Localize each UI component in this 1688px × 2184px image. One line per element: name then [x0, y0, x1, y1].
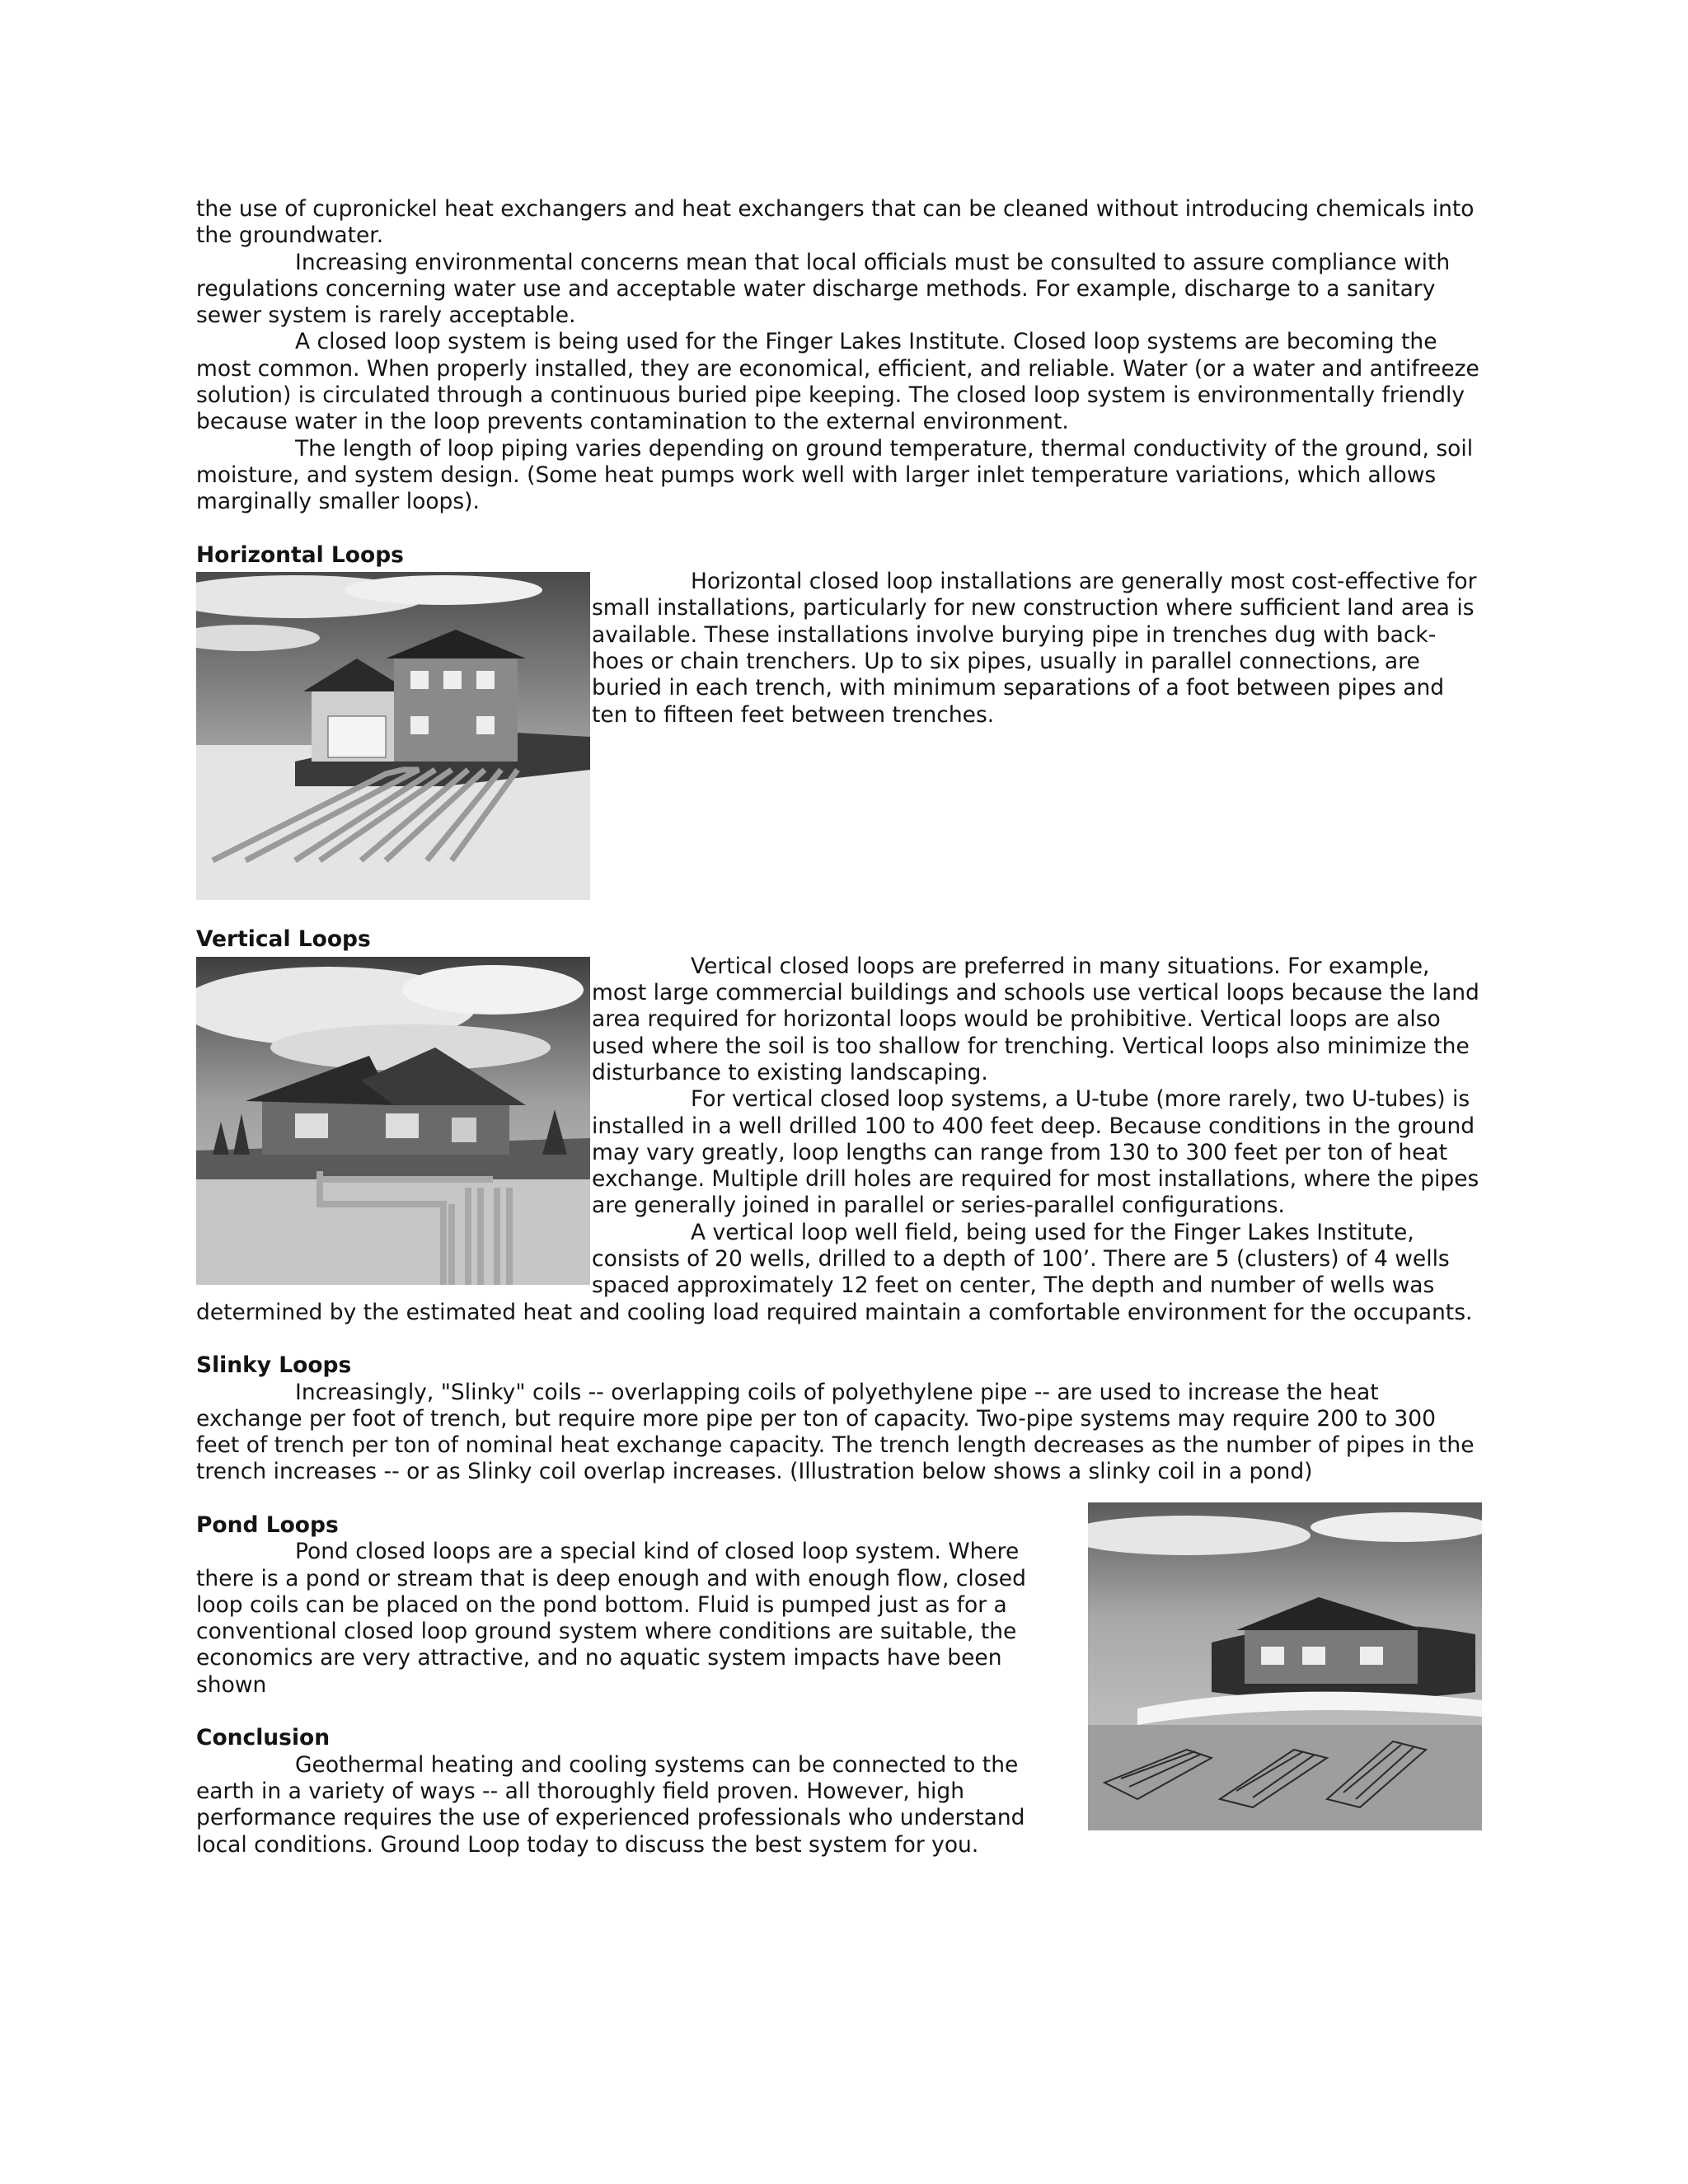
slinky-loops-paragraph: Increasingly, "Slinky" coils -- overlapping coils of polyethylene pipe -- are used to increase the heat exchange per foot of trench, but require more pipe per ton of capacity. Two-pipe systems may require 200 to 300 feet of trench per ton of nominal heat exchange capacity. The trench length decreases as the number of pipes in the trench increases -- or as Slinky coil overlap increases. (Illustration below shows a slinky coil in a pond) — [196, 1379, 1475, 1485]
intro-paragraph-2: Increasing environmental concerns mean that local officials must be consulted to assure compliance with regulations concerning water use and acceptable water discharge methods. For example, discharge to a sanitary sewer system is rarely acceptable. — [196, 249, 1451, 329]
vertical-loops-heading: Vertical Loops — [196, 926, 371, 953]
conclusion-paragraph: Geothermal heating and cooling systems can be connected to the earth in a variety of ways -- all thoroughly field proven. However, high performance requires the use of experienced professionals who understand local conditions. Ground Loop today to discuss the best system for you. — [196, 1751, 1025, 1858]
pond-loops-paragraph: Pond closed loops are a special kind of closed loop system. Where there is a pond or stream that is deep enough and with enough flow, closed loop coils can be placed on the pond bottom. Fluid is pumped just as for a conventional closed loop ground system where conditions are suitable, the economics are very attractive, and no aquatic system impacts have been shown — [196, 1539, 1026, 1698]
vertical-loops-paragraph-2: For vertical closed loop systems, a U-tube (more rarely, two U-tubes) is installed in a well drilled 100 to 400 feet deep. Because conditions in the ground may vary greatly, loop lengths can range from 130 to 300 feet per ton of heat exchange. Multiple drill holes are required for most installations, where the pipes are generally joined in parallel or series-parallel configurations. — [592, 1086, 1479, 1219]
vertical-loops-paragraph-1: Vertical closed loops are preferred in many situations. For example, most large commercial buildings and schools use vertical loops because the land area required for horizontal loops would be prohibitive. Vertical loops are also used where the soil is too shallow for trenching. Vertical loops also minimize the disturbance to existing landscaping. — [592, 953, 1479, 1085]
document-page — [196, 196, 1482, 1858]
intro-paragraph-4: The length of loop piping varies depending on ground temperature, thermal conductivity of the ground, soil moisture, and system design. (Some heat pumps work well with larger inlet temperature variations, which allows marginally smaller loops). — [196, 435, 1474, 515]
horizontal-loop-illustration — [196, 572, 590, 900]
pond-loops-heading: Pond Loops — [196, 1511, 339, 1538]
vertical-loop-illustration — [196, 957, 590, 1285]
conclusion-heading: Conclusion — [196, 1725, 331, 1751]
slinky-loops-heading: Slinky Loops — [196, 1352, 352, 1379]
vertical-loops-paragraph-3: A vertical loop well field, being used for the Finger Lakes Institute, consists of 20 wells, drilled to a depth of 100’. There are 5 (clusters) of 4 wells spaced approximately 12 feet on center, The depth and number of wells was determined by the estimated heat and cooling load required maintain a comfortable environment for the occupants. — [196, 1219, 1473, 1325]
intro-paragraph-1: the use of cupronickel heat exchangers and heat exchangers that can be cleaned without introducing chemicals into the groundwater. — [196, 196, 1475, 249]
horizontal-loops-paragraph: Horizontal closed loop installations are generally most cost-effective for small installations, particularly for new construction where sufficient land area is available. These installations involve burying pipe in trenches dug with back-hoes or chain trenchers. Up to six pipes, usually in parallel connections, are buried in each trench, with minimum separations of a foot between pipes and ten to fifteen feet between trenches. — [592, 569, 1477, 728]
pond-loop-illustration — [1088, 1502, 1482, 1830]
intro-paragraph-3: A closed loop system is being used for the Finger Lakes Institute. Closed loop systems are becoming the most common. When properly installed, they are economical, efficient, and reliable. Water (or a water and antifreeze solution) is circulated through a continuous buried pipe keeping. The closed loop system is environmentally friendly because water in the loop prevents contamination to the external environment. — [196, 329, 1479, 435]
horizontal-loops-heading: Horizontal Loops — [196, 541, 404, 568]
